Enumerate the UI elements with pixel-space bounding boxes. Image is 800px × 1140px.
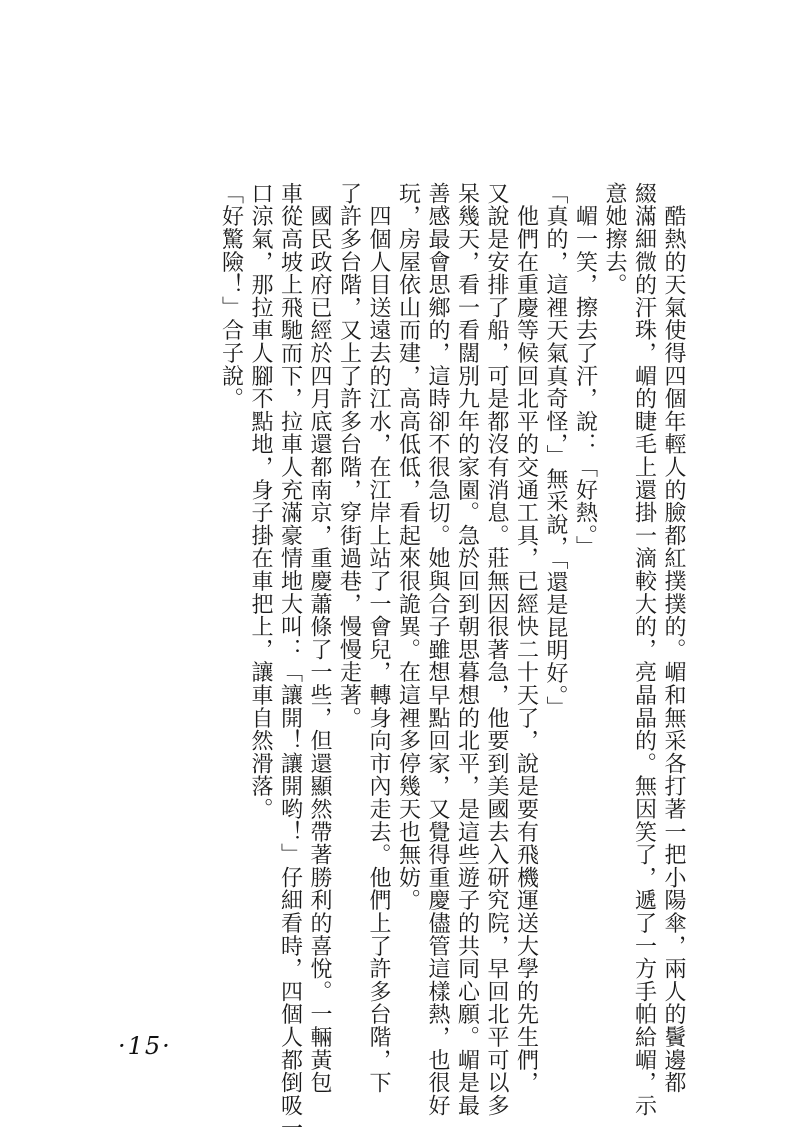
body-text xyxy=(216,182,688,1140)
text-column: 酷熱的天氣使得四個年輕人的臉都紅撲撲的。嵋和無采各打著一把小陽傘，兩人的鬢邊都 xyxy=(661,182,686,1094)
text-column: 玩，房屋依山而建，高高低低，看起來很詭異。在這裡多停幾天也無妨。 xyxy=(395,182,421,912)
text-column: 又說是安排了船，可是都沒有消息。莊無因很著急，他要到美國去入研究院，早回北平可以多 xyxy=(484,182,509,1117)
text-column: 嵋一笑，擦去了汗，說：「好熱。」 xyxy=(572,182,598,559)
text-column: 呆幾天，看一看闊別九年的家園。急於回到朝思暮想的北平，是這些遊子的共同心願。嵋是最 xyxy=(454,182,480,1117)
text-column: 善感最會思鄉的，這時卻不很急切。她與合子雖想早點回家，又覺得重慶儘管這樣熱，也很好 xyxy=(425,182,450,1117)
text-column: 車從高坡上飛馳而下，拉車人充滿豪情地大叫：「讓開！讓開哟！」仔細看時，四個人都倒吸一 xyxy=(277,182,303,1140)
text-column: 四個人目送遠去的江水，在江岸上站了一會兒，轉身向市內走去。他們上了許多台階，下 xyxy=(366,182,391,1094)
text-column: 他們在重慶等候回北平的交通工具，已經快二十天了，說是要有飛機運送大學的先生們， xyxy=(513,182,539,1094)
text-column: 「真的，這裡天氣真奇怪，」無采說，「還是昆明好。」 xyxy=(543,182,568,719)
text-column: 意她擦去。 xyxy=(602,182,627,296)
page-number: ·15· xyxy=(118,1032,172,1060)
text-column: 口涼氣，那拉車人腳不點地，身子掛在車把上，讓車自然滑落。 xyxy=(248,182,273,821)
text-column: 綴滿細微的汗珠，嵋的睫毛上還掛一滴較大的，亮晶晶的。無因笑了，遞了一方手帕給嵋，示 xyxy=(631,182,657,1117)
text-column: 了許多台階，又上了許多台階，穿街過巷，慢慢走著。 xyxy=(336,182,362,730)
text-column: 國民政府已經於四月底還都南京，重慶蕭條了一些，但還顯然帶著勝利的喜悅。一輛黃包 xyxy=(307,182,332,1094)
text-column: 「好驚險！」合子說。 xyxy=(218,182,244,410)
